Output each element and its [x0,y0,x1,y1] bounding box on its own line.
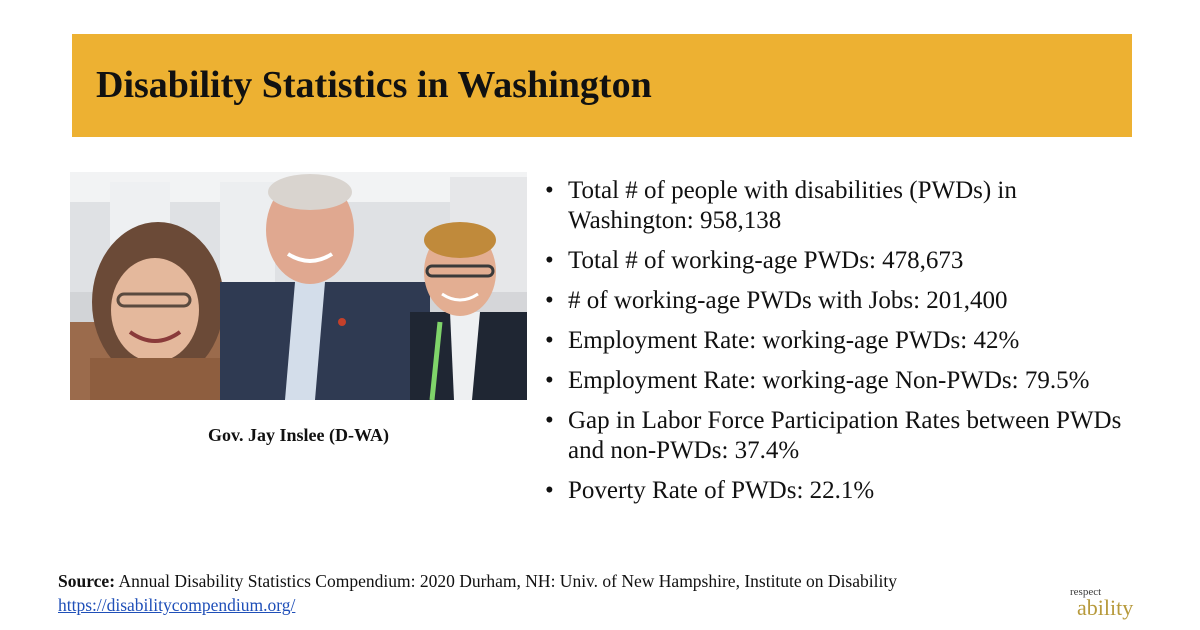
stat-item [545,476,1135,506]
stat-text: Total # of working-age PWDs: 478,673 [568,247,964,274]
logo-text-bottom: ability [1077,595,1134,620]
source-citation [58,570,897,592]
bullet-icon: • [545,407,554,434]
stat-item [545,176,1135,236]
stat-text: Total # of people with disabilities (PWDs) in Washington: 958,138 [568,177,1017,234]
stat-item [545,406,1135,466]
stat-item [545,286,1135,316]
bullet-icon: • [545,287,554,314]
source-text: Annual Disability Statistics Compendium: 2020 Durham, NH: Univ. of New Hampshire, Institute on Disability [115,571,897,591]
respectability-logo [1070,586,1160,626]
stat-text: Gap in Labor Force Participation Rates between PWDs and non-PWDs: 37.4% [568,407,1122,464]
bullet-icon: • [545,327,554,354]
bullet-icon: • [545,477,554,504]
photo-caption: Gov. Jay Inslee (D-WA) [208,425,389,445]
title-bar [72,34,1132,137]
stat-item [545,326,1135,356]
stat-item [545,246,1135,276]
stat-text: Employment Rate: working-age Non-PWDs: 79.5% [568,367,1090,394]
source-label: Source: [58,571,116,591]
photo-illustration [70,172,527,400]
bullet-icon: • [545,177,554,204]
photo [70,172,527,400]
bullet-icon: • [545,247,554,274]
stat-text: Poverty Rate of PWDs: 22.1% [568,477,875,504]
source-link[interactable]: https://disabilitycompendium.org/ [58,595,296,615]
stat-item [545,366,1135,396]
logo-text-top: respect [1070,586,1102,598]
stat-text: # of working-age PWDs with Jobs: 201,400 [568,287,1008,314]
bullet-icon: • [545,367,554,394]
stat-text: Employment Rate: working-age PWDs: 42% [568,327,1020,354]
slide-title: Disability Statistics in Washington [96,64,652,106]
stats-list [545,176,1135,516]
